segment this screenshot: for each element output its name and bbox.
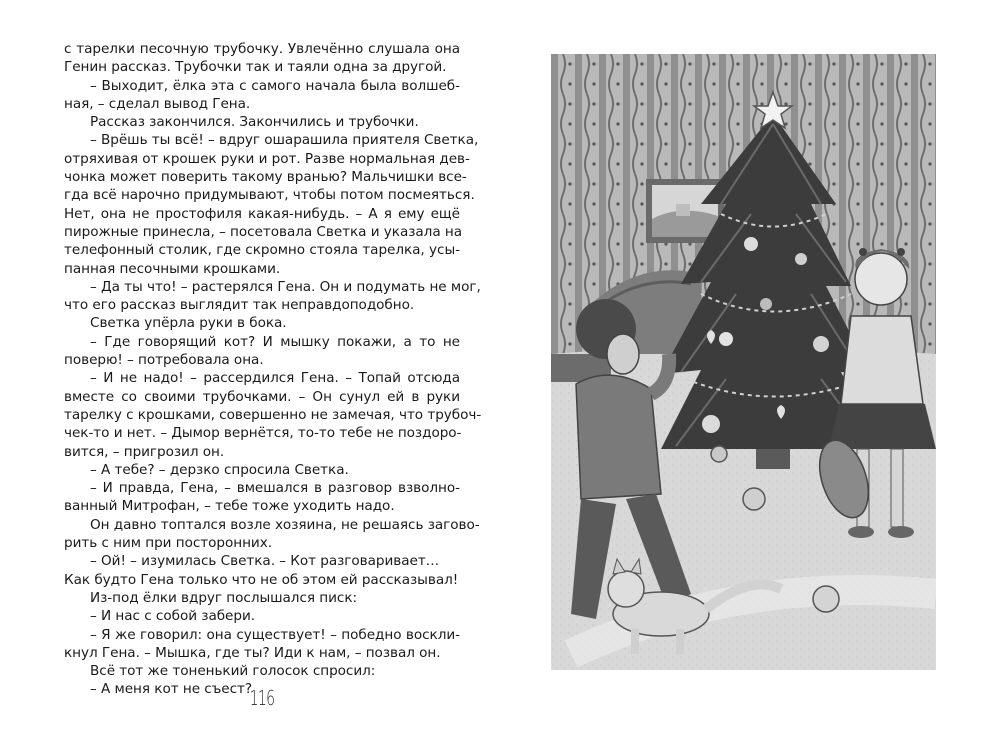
text-line: с тарелки песочную трубочку. Увлечённо слушала она <box>64 41 460 57</box>
text-line: – И правда, Гена, – вмешался в разговор взволно- <box>90 480 460 497</box>
text-line: Генин рассказ. Трубочки так и таяли одна за другой. <box>64 59 447 76</box>
text-line: – Ой! – изумилась Светка. – Кот разговаривает… <box>90 553 440 570</box>
text-line: Светка упёрла руки в бока. <box>90 315 287 332</box>
text-line: панная песочными крошками. <box>64 260 281 277</box>
text-line: – Выходит, ёлка эта с самого начала была волшеб- <box>90 77 460 94</box>
text-line: – И не надо! – рассердился Гена. – Топай отсюда <box>90 370 460 387</box>
text-line: – А тебе? – дерзко спросила Светка. <box>90 461 349 478</box>
text-line: ная, – сделал вывод Гена. <box>64 95 251 112</box>
text-column <box>64 40 482 699</box>
text-line: Рассказ закончился. Закончились и трубочки. <box>90 114 419 131</box>
text-line: – И нас с собой забери. <box>90 608 256 625</box>
text-line: Нет, она не простофиля какая-нибудь. – А я ему ещё <box>64 205 460 222</box>
text-line: тарелку с крошками, совершенно не замечая, что трубоч- <box>64 406 482 423</box>
text-line: что его рассказ выглядит так неправдоподобно. <box>64 297 415 314</box>
text-line: вместе со своими трубочками. – Он сунул ей в руки <box>64 388 460 405</box>
text-line: кнул Гена. – Мышка, где ты? Иди к нам, – позвал он. <box>64 644 441 661</box>
page-number: 116 <box>249 686 275 710</box>
text-line: Он давно топтался возле хозяина, не решаясь загово- <box>90 516 480 533</box>
text-line: – А меня кот не съест? <box>90 681 253 698</box>
text-line: – Где говорящий кот? И мышку покажи, а то не <box>90 333 460 350</box>
text-line: Как будто Гена только что не об этом ей рассказывал! <box>64 571 459 588</box>
text-line: вится, – пригрозил он. <box>64 443 225 460</box>
text-line: рить с ним при посторонних. <box>64 535 272 552</box>
text-line: чек-то и нет. – Дымор вернётся, то-то тебе не поздоро- <box>64 425 462 442</box>
text-line: ванный Митрофан, – тебе тоже уходить надо. <box>64 498 395 515</box>
text-line: – Я же говорил: она существует! – победно воскли- <box>90 626 460 643</box>
text-line: – Врёшь ты всё! – вдруг ошарашила приятеля Светка, <box>90 132 479 149</box>
text-line: гда всё нарочно придумывают, чтобы потом посмеяться. <box>64 187 475 204</box>
text-line: – Да ты что! – растерялся Гена. Он и подумать не мог, <box>90 278 481 295</box>
text-line: Всё тот же тоненький голосок спросил: <box>90 663 376 680</box>
text-line: поверю! – потребовала она. <box>64 352 264 369</box>
text-line: отряхивая от крошек руки и рот. Разве нормальная дев- <box>64 150 470 167</box>
text-line: чонка может поверить такому вранью? Мальчишки все- <box>64 169 467 186</box>
illustration <box>551 54 936 670</box>
text-line: Из-под ёлки вдруг послышался писк: <box>90 589 358 606</box>
christmas-scene-drawing <box>551 54 936 670</box>
text-line: телефонный столик, где скромно стояла тарелка, усы- <box>64 242 460 259</box>
text-line: пирожные принесла, – посетовала Светка и указала на <box>64 223 462 240</box>
